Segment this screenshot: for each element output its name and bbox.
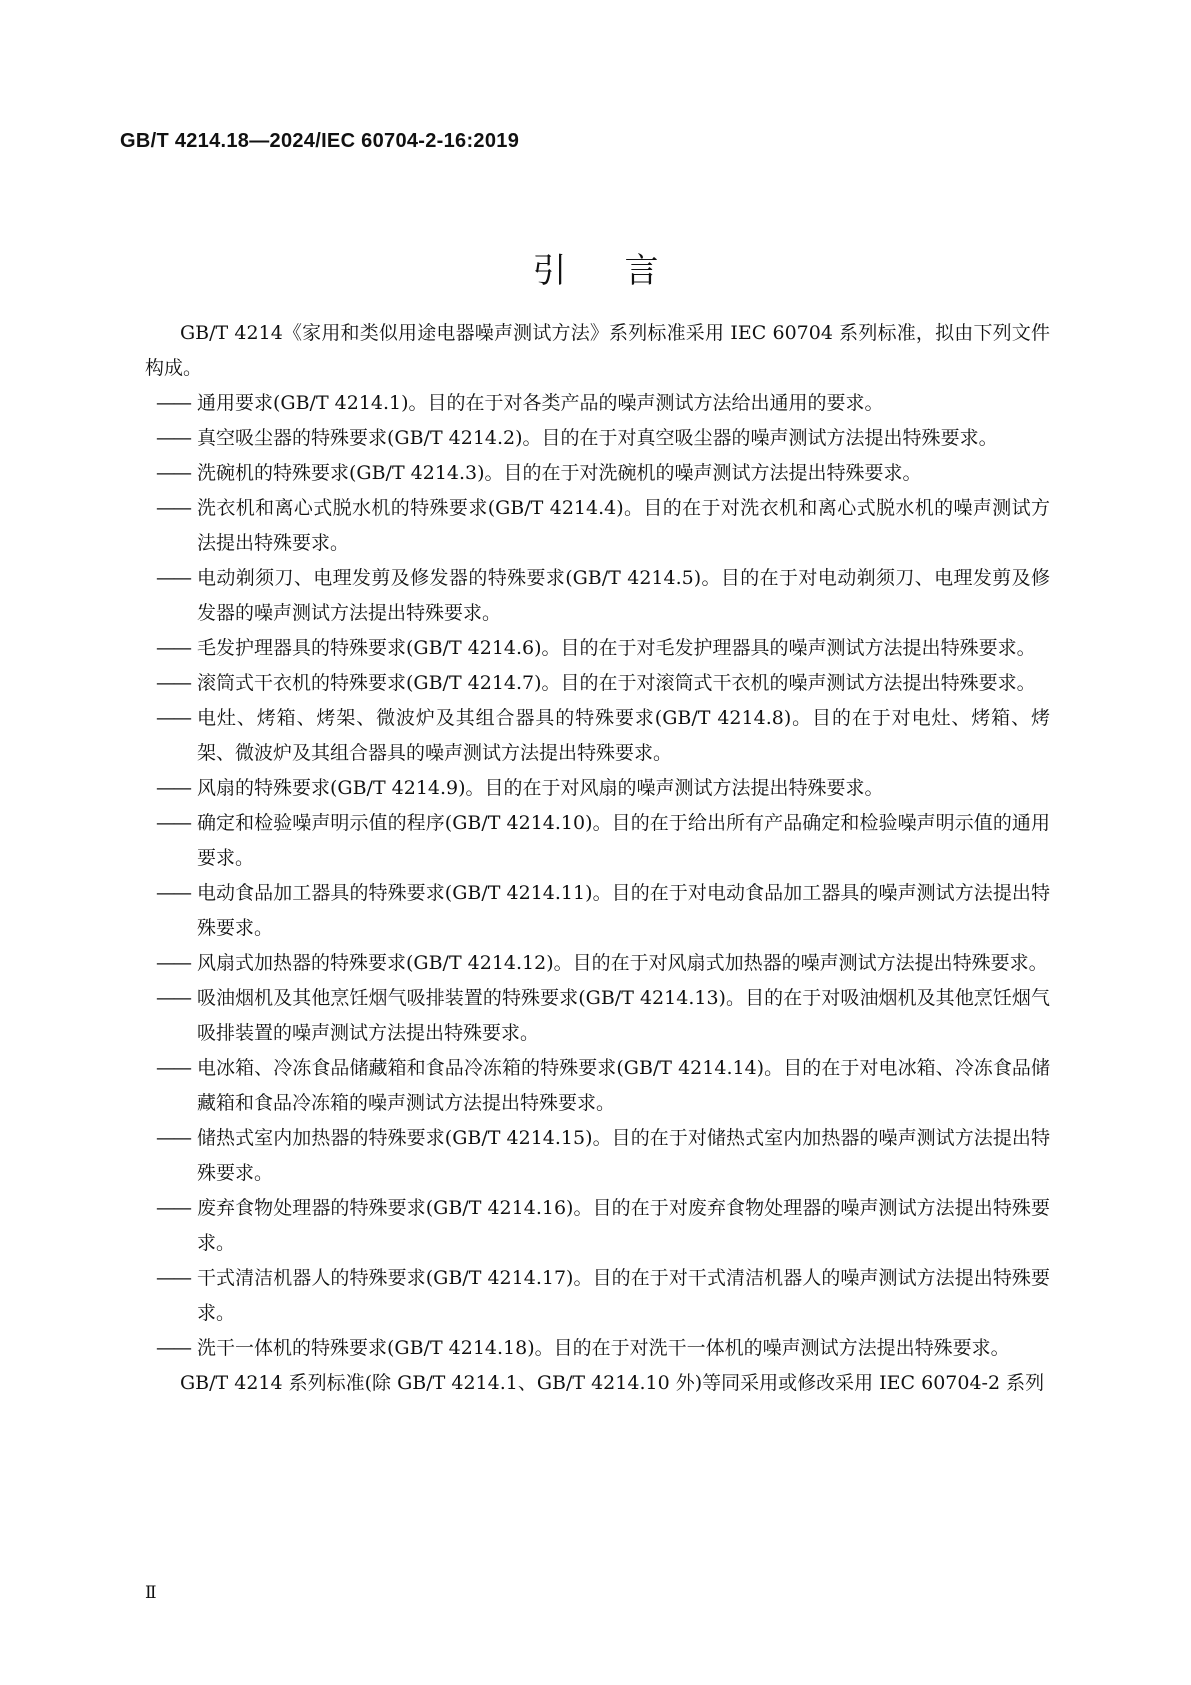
dash-marker: ——: [156, 707, 190, 729]
part-list: [145, 386, 1050, 1366]
list-item: [145, 1121, 1050, 1191]
dash-marker: ——: [156, 987, 190, 1009]
dash-marker: ——: [156, 462, 190, 484]
list-item-text: 废弃食物处理器的特殊要求(GB/T 4214.16)。目的在于对废弃食物处理器的噪声测试方法提出特殊要求。: [197, 1197, 1050, 1254]
list-item: [145, 631, 1050, 666]
dash-marker: ——: [156, 427, 190, 449]
list-item-text: 通用要求(GB/T 4214.1)。目的在于对各类产品的噪声测试方法给出通用的要求。: [197, 392, 884, 414]
list-item: [145, 421, 1050, 456]
list-item-text: 滚筒式干衣机的特殊要求(GB/T 4214.7)。目的在于对滚筒式干衣机的噪声测试方法提出特殊要求。: [197, 672, 1036, 694]
intro-paragraph: GB/T 4214《家用和类似用途电器噪声测试方法》系列标准采用 IEC 60704 系列标准，拟由下列文件构成。: [145, 322, 1050, 379]
list-item: [145, 386, 1050, 421]
dash-marker: ——: [156, 882, 190, 904]
list-item-text: 电灶、烤箱、烤架、微波炉及其组合器具的特殊要求(GB/T 4214.8)。目的在于对电灶、烤箱、烤架、微波炉及其组合器具的噪声测试方法提出特殊要求。: [197, 707, 1050, 764]
list-item: [145, 1331, 1050, 1366]
list-item-text: 洗碗机的特殊要求(GB/T 4214.3)。目的在于对洗碗机的噪声测试方法提出特殊要求。: [197, 462, 922, 484]
dash-marker: ——: [156, 567, 190, 589]
dash-marker: ——: [156, 637, 190, 659]
standard-code-header: GB/T 4214.18—2024/IEC 60704-2-16:2019: [120, 130, 520, 152]
dash-marker: ——: [156, 812, 190, 834]
dash-marker: ——: [156, 777, 190, 799]
dash-marker: ——: [156, 1267, 190, 1289]
dash-marker: ——: [156, 497, 190, 519]
list-item: [145, 946, 1050, 981]
list-item-text: 电动食品加工器具的特殊要求(GB/T 4214.11)。目的在于对电动食品加工器具的噪声测试方法提出特殊要求。: [197, 882, 1050, 939]
list-item-text: 储热式室内加热器的特殊要求(GB/T 4214.15)。目的在于对储热式室内加热器的噪声测试方法提出特殊要求。: [197, 1127, 1050, 1184]
list-item-text: 洗干一体机的特殊要求(GB/T 4214.18)。目的在于对洗干一体机的噪声测试方法提出特殊要求。: [197, 1337, 1010, 1359]
dash-marker: ——: [156, 952, 190, 974]
dash-marker: ——: [156, 1337, 190, 1359]
list-item-text: 真空吸尘器的特殊要求(GB/T 4214.2)。目的在于对真空吸尘器的噪声测试方法提出特殊要求。: [197, 427, 998, 449]
list-item-text: 吸油烟机及其他烹饪烟气吸排装置的特殊要求(GB/T 4214.13)。目的在于对吸油烟机及其他烹饪烟气吸排装置的噪声测试方法提出特殊要求。: [197, 987, 1050, 1044]
document-body: [145, 316, 1050, 1401]
dash-marker: ——: [156, 1197, 190, 1219]
list-item-text: 毛发护理器具的特殊要求(GB/T 4214.6)。目的在于对毛发护理器具的噪声测试方法提出特殊要求。: [197, 637, 1036, 659]
dash-marker: ——: [156, 1127, 190, 1149]
list-item: [145, 1051, 1050, 1121]
list-item-text: 电冰箱、冷冻食品储藏箱和食品冷冻箱的特殊要求(GB/T 4214.14)。目的在于对电冰箱、冷冻食品储藏箱和食品冷冻箱的噪声测试方法提出特殊要求。: [197, 1057, 1050, 1114]
list-item: [145, 701, 1050, 771]
list-item: [145, 771, 1050, 806]
list-item-text: 风扇的特殊要求(GB/T 4214.9)。目的在于对风扇的噪声测试方法提出特殊要求。: [197, 777, 884, 799]
list-item: [145, 1261, 1050, 1331]
list-item: [145, 876, 1050, 946]
dash-marker: ——: [156, 1057, 190, 1079]
list-item: [145, 1191, 1050, 1261]
dash-marker: ——: [156, 672, 190, 694]
list-item-text: 干式清洁机器人的特殊要求(GB/T 4214.17)。目的在于对干式清洁机器人的噪声测试方法提出特殊要求。: [197, 1267, 1050, 1324]
dash-marker: ——: [156, 392, 190, 414]
list-item: [145, 561, 1050, 631]
list-item-text: 电动剃须刀、电理发剪及修发器的特殊要求(GB/T 4214.5)。目的在于对电动剃须刀、电理发剪及修发器的噪声测试方法提出特殊要求。: [197, 567, 1050, 624]
list-item-text: 确定和检验噪声明示值的程序(GB/T 4214.10)。目的在于给出所有产品确定和检验噪声明示值的通用要求。: [197, 812, 1050, 869]
list-item: [145, 806, 1050, 876]
list-item-text: 洗衣机和离心式脱水机的特殊要求(GB/T 4214.4)。目的在于对洗衣机和离心式脱水机的噪声测试方法提出特殊要求。: [197, 497, 1050, 554]
page-title: 引言: [532, 251, 717, 291]
list-item: [145, 981, 1050, 1051]
list-item: [145, 456, 1050, 491]
list-item: [145, 491, 1050, 561]
list-item-text: 风扇式加热器的特殊要求(GB/T 4214.12)。目的在于对风扇式加热器的噪声测试方法提出特殊要求。: [197, 952, 1048, 974]
list-item: [145, 666, 1050, 701]
closing-paragraph: GB/T 4214 系列标准(除 GB/T 4214.1、GB/T 4214.10 外)等同采用或修改采用 IEC 60704-2 系列: [180, 1372, 1045, 1394]
page-number: Ⅱ: [145, 1583, 157, 1603]
